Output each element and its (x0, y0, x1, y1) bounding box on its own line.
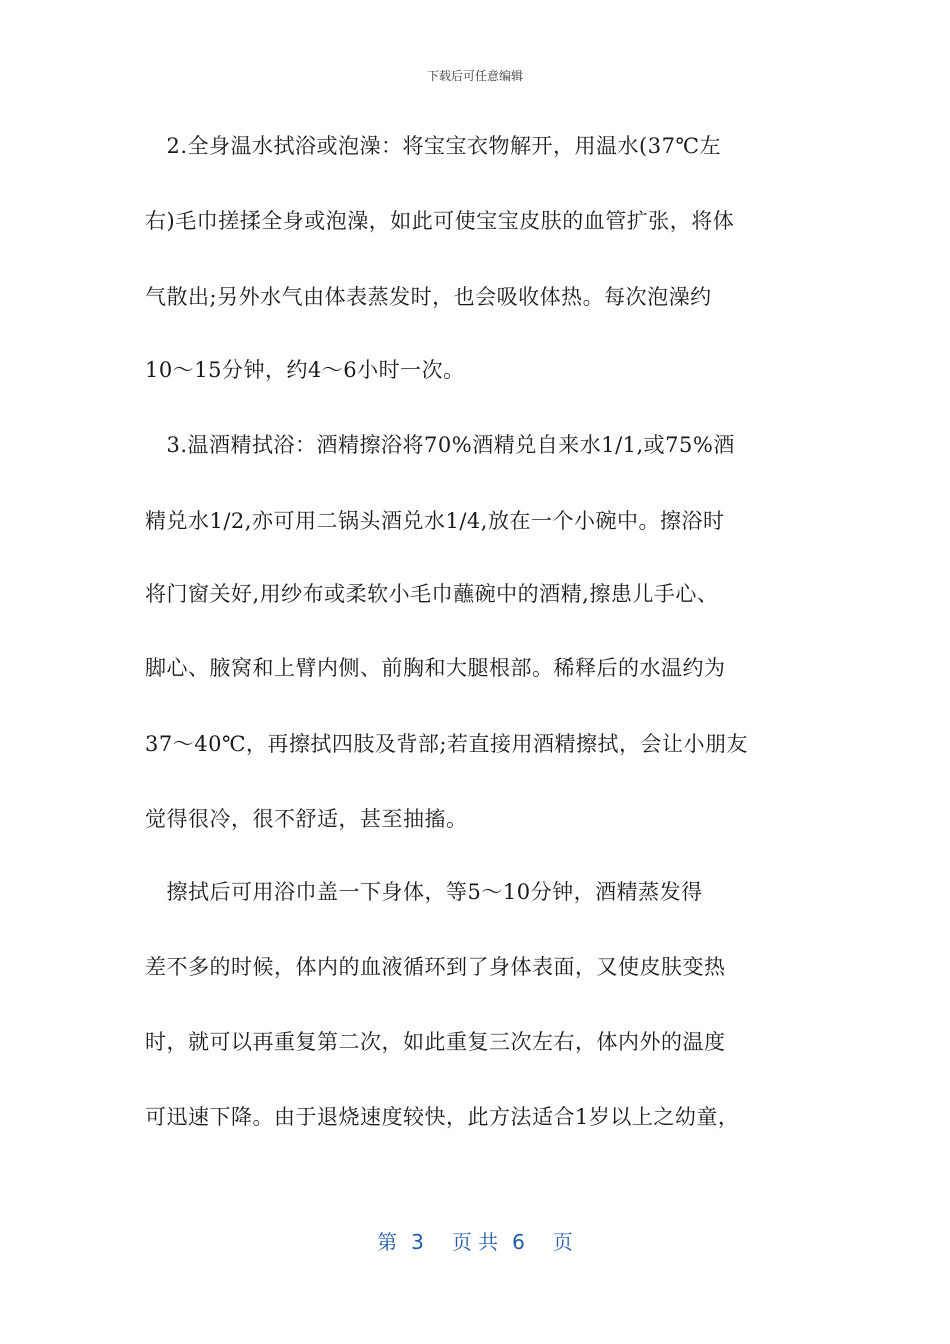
text-line: 将门窗关好,用纱布或柔软小毛巾蘸碗中的酒精,擦患儿手心、 (145, 582, 719, 606)
total-page-number: 6 (512, 1230, 525, 1254)
text-line: 差不多的时候，体内的血液循环到了身体表面，又使皮肤变热 (145, 955, 726, 979)
text-line: 脚心、腋窝和上臂内侧、前胸和大腿根部。稀释后的水温约为 (145, 656, 726, 680)
text-line: 3.温酒精拭浴：酒精擦浴将70%酒精兑自来水1/1,或75%酒 (145, 433, 735, 457)
footer-prefix: 第 (377, 1230, 398, 1254)
page-number-footer (0, 1226, 950, 1255)
text-line: 右)毛巾搓揉全身或泡澡，如此可使宝宝皮肤的血管扩张，将体 (145, 209, 735, 233)
text-line: 2.全身温水拭浴或泡澡：将宝宝衣物解开，用温水(37℃左 (145, 134, 721, 158)
text-line: 精兑水1/2,亦可用二锅头酒兑水1/4,放在一个小碗中。擦浴时 (145, 509, 725, 533)
text-line: 37～40℃，再擦拭四肢及背部;若直接用酒精擦拭，会让小朋友 (145, 732, 749, 756)
header-note: 下载后可任意编辑 (426, 69, 523, 83)
text-line: 可迅速下降。由于退烧速度较快，此方法适合1岁以上之幼童， (145, 1105, 740, 1129)
text-line: 擦拭后可用浴巾盖一下身体，等5～10分钟，酒精蒸发得 (145, 880, 703, 904)
current-page-number: 3 (411, 1230, 424, 1254)
footer-suffix: 页 (552, 1230, 573, 1254)
text-line: 觉得很冷，很不舒适，甚至抽搐。 (145, 807, 468, 831)
text-line: 10～15分钟，约4～6小时一次。 (145, 358, 465, 382)
footer-middle: 页 共 (451, 1230, 499, 1254)
text-line: 时，就可以再重复第二次，如此重复三次左右，体内外的温度 (145, 1030, 726, 1054)
text-line: 气散出;另外水气由体表蒸发时，也会吸收体热。每次泡澡约 (145, 285, 712, 309)
